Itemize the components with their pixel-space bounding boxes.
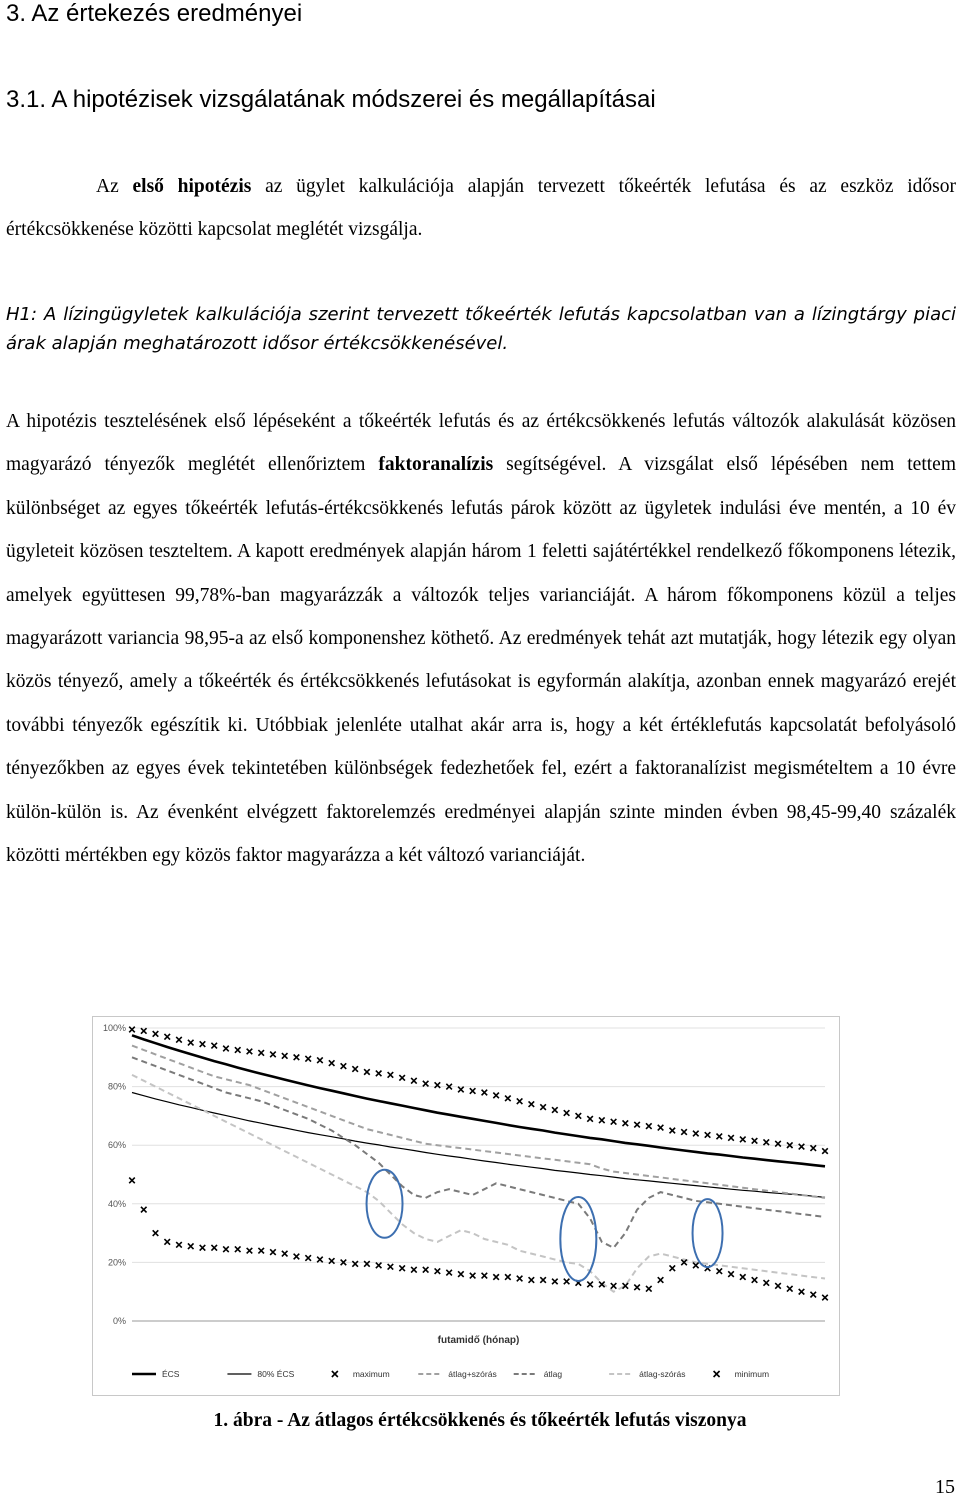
legend-label-0: ÉCS (162, 1369, 180, 1379)
chart-svg (92, 1016, 840, 1396)
y-tick-label: 80% (107, 1081, 126, 1092)
legend-label-3: átlag+szórás (448, 1369, 497, 1379)
legend-label-4: átlag (543, 1369, 563, 1379)
subsection-heading: 3.1. A hipotézisek vizsgálatának módszerei és megállapításai (6, 86, 656, 113)
intro-text-post: az ügylet kalkulációja alapján tervezett tőkeérték lefutása és az eszköz idősor értékcsökkenése közötti kapcsolat meglétét vizsgálja. (6, 176, 956, 241)
y-tick-label: 60% (107, 1140, 126, 1151)
legend-label-6: minimum (734, 1369, 770, 1379)
body-text-part2: segítségével. A vizsgálat első lépésében nem tettem különbséget az egyes tőkeérték lefutás-értékcsökkenés lefutás párok között az ügyletek indulási éve mentén, a 10 év ügyleteit közösen teszteltem. A kapott eredmények alapján három 1 feletti sajátértékkel rendelkező főkomponens létezik, amelyek együttesen 99,78%-ban magyarázzák a változók teljes varianciáját. A három főkomponens közül a teljes magyarázott variancia 98,95-a az első komponenshez köthető. Az eredmények tehát azt mutatják, hogy létezik egy olyan közös tényező, amely a tőkeérték és értékcsökkenés lefutásokat is egyformán alakítja, azonban ennek magyarázó erejét további tényezők egészítik ki. Utóbbiak jelenléte utalhat akár arra is, hogy a két értéklefutás kapcsolatát befolyásoló tényezőkben az egyes évek tekintetében különbségek fedezhetőek fel, ezért a faktoranalízist megismételtem a 10 évre külön-külön is. Az évenként elvégzett faktorelemzés eredményei alapján szinte minden évben 98,45-99,40 százalék közötti mértékben egy közös faktor magyarázza a két változó varianciáját. (6, 454, 956, 867)
body-paragraph (6, 400, 956, 877)
figure-chart (92, 1016, 840, 1396)
y-tick-label: 20% (107, 1257, 126, 1268)
x-axis-label: futamidő (hónap) (437, 1335, 520, 1346)
body-text-bold: faktoranalízis (378, 454, 494, 476)
hypothesis-text: H1: A lízingügyletek kalkulációja szerint tervezett tőkeérték lefutás kapcsolatban van a lízingtárgy piaci árak alapján meghatározott idősor értékcsökkenésével. (6, 304, 956, 354)
legend-label-2: maximum (352, 1369, 390, 1379)
intro-text-bold: első hipotézis (132, 176, 252, 197)
y-tick-label: 0% (112, 1316, 126, 1326)
legend-label-1: 80% ÉCS (257, 1369, 295, 1379)
page-number: 15 (935, 1476, 955, 1498)
intro-paragraph (6, 165, 956, 252)
y-tick-label: 40% (107, 1198, 126, 1209)
figure-caption: 1. ábra - Az átlagos értékcsökkenés és tőkeérték lefutás viszonya (213, 1410, 747, 1431)
section-heading: 3. Az értekezés eredményei (6, 0, 303, 27)
body-text-part1: A hipotézis tesztelésének első lépéseként a tőkeérték lefutás és az értékcsökkenés lefutás változók alakulását közösen magyarázó tényezők meglétét ellenőriztem (6, 411, 956, 476)
legend-label-5: átlag-szórás (639, 1369, 686, 1379)
intro-text-pre: Az (96, 176, 133, 197)
y-tick-label: 100% (102, 1023, 126, 1033)
